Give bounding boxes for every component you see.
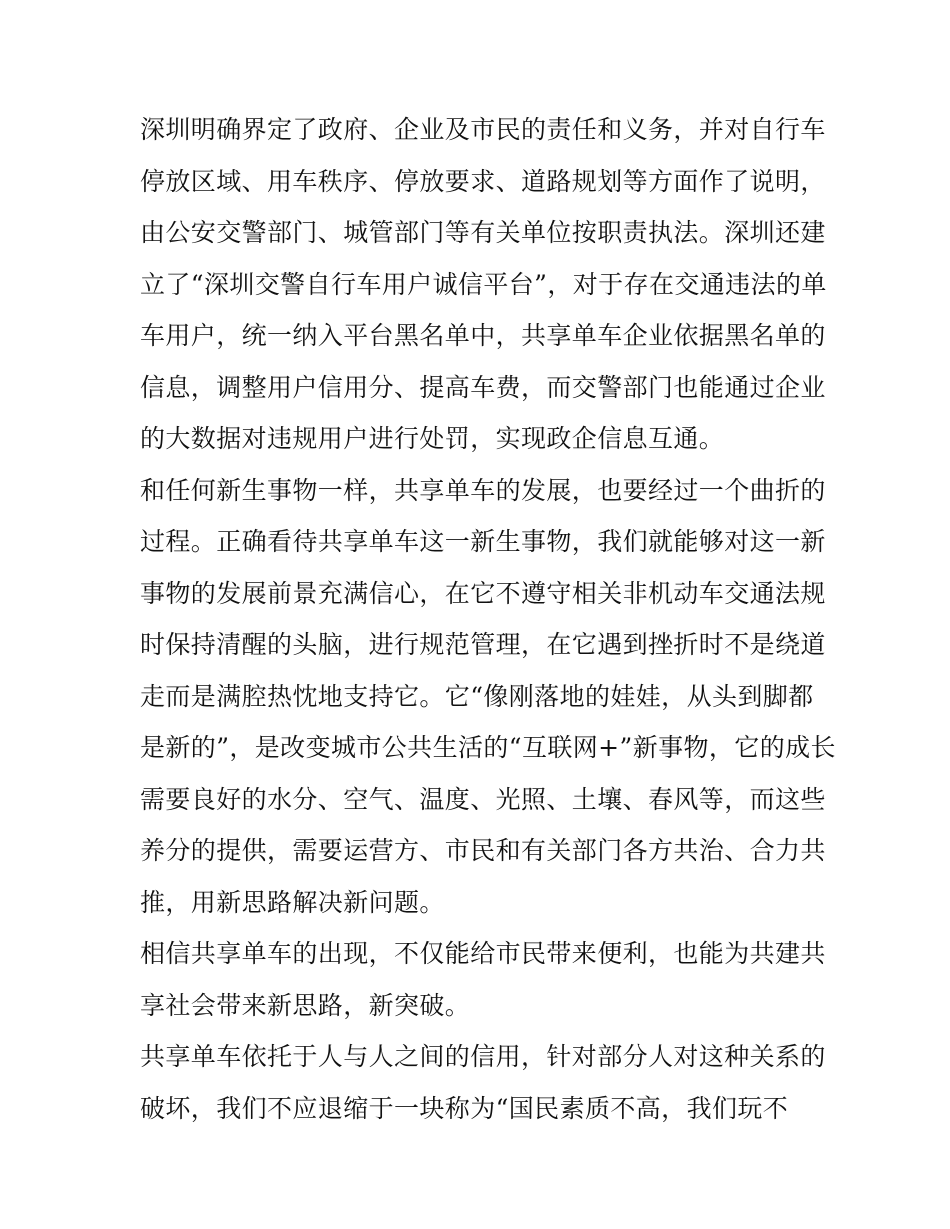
text-line: 由公安交警部门、城管部门等有关单位按职责执法。深圳还建	[140, 218, 826, 247]
text-line: 时保持清醒的头脑，进行规范管理，在它遇到挫折时不是绕道	[140, 630, 826, 659]
text-line: 需要良好的水分、空气、温度、光照、土壤、春风等，而这些	[140, 784, 826, 814]
text-line: 深圳明确界定了政府、企业及市民的责任和义务，并对自行车	[140, 115, 826, 144]
text-line: 的大数据对违规用户进行处罚，实现政企信息互通。	[140, 424, 725, 453]
text-line: 走而是满腔热忱地支持它。它“像刚落地的娃娃，从头到脚都	[140, 681, 814, 711]
paragraph-4	[140, 1031, 826, 1134]
paragraph-3	[140, 928, 826, 1031]
text-line: 推，用新思路解决新问题。	[140, 887, 445, 917]
text-line: 破坏，我们不应退缩于一块称为“国民素质不高，我们玩不	[140, 1093, 789, 1123]
text-line: 是新的”，是改变城市公共生活的“互联网+”新事物，它的成长	[140, 733, 836, 762]
text-line: 共享单车依托于人与人之间的信用，针对部分人对这种关系的	[140, 1042, 826, 1071]
document-body	[140, 104, 836, 1134]
text-line: 立了“深圳交警自行车用户诚信平台”，对于存在交通违法的单	[140, 269, 827, 299]
text-line: 过程。正确看待共享单车这一新生事物，我们就能够对这一新	[140, 527, 826, 556]
text-line: 信息，调整用户信用分、提高车费，而交警部门也能通过企业	[140, 372, 826, 402]
text-line: 养分的提供，需要运营方、市民和有关部门各方共治、合力共	[140, 836, 826, 865]
paragraph-1	[140, 104, 827, 465]
text-line: 和任何新生事物一样，共享单车的发展，也要经过一个曲折的	[140, 475, 826, 505]
text-line: 车用户，统一纳入平台黑名单中，共享单车企业依据黑名单的	[140, 321, 826, 350]
paragraph-2	[140, 465, 836, 929]
text-line: 享社会带来新思路，新突破。	[140, 990, 471, 1020]
text-line: 停放区域、用车秩序、停放要求、道路规划等方面作了说明，	[140, 166, 826, 196]
text-line: 相信共享单车的出现，不仅能给市民带来便利，也能为共建共	[140, 939, 826, 968]
text-line: 事物的发展前景充满信心，在它不遵守相关非机动车交通法规	[140, 578, 826, 608]
